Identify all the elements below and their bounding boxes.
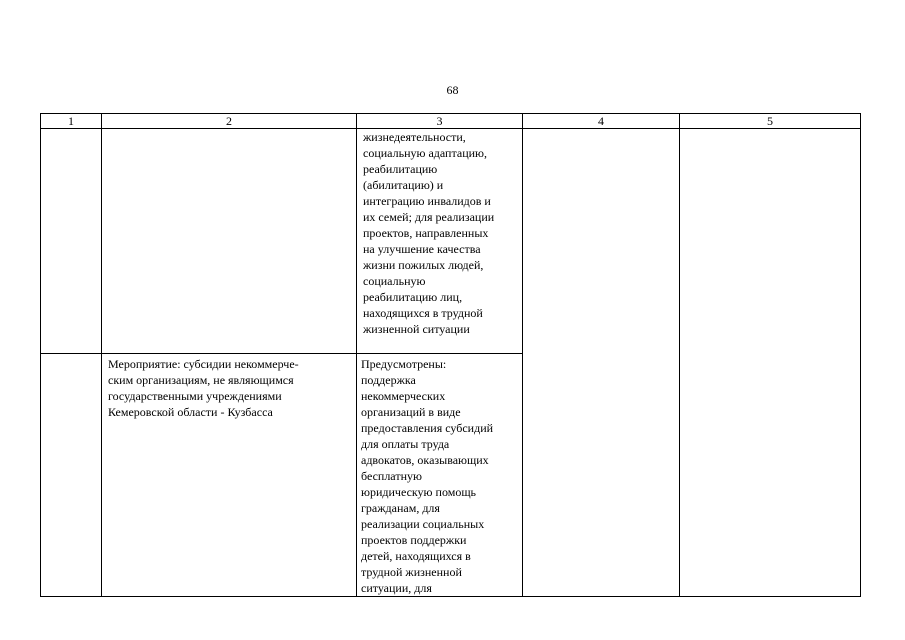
- header-col-5: 5: [680, 114, 861, 129]
- row1-col2-cell: [102, 129, 357, 354]
- header-col-4: 4: [523, 114, 680, 129]
- row2-col2-text: Мероприятие: субсидии некоммерче- ским организациям, не являющимся государственными учреждениями Кемеровской области - Кузбасса: [108, 357, 299, 419]
- header-col-2: 2: [102, 114, 357, 129]
- col5-merged-cell: [680, 129, 861, 597]
- row1-col2-text: [102, 129, 356, 131]
- row2-col3-cell: [357, 354, 523, 597]
- row2-col1-cell: [41, 354, 102, 597]
- col4-merged-cell: [523, 129, 680, 597]
- row1-col1-cell: [41, 129, 102, 354]
- row2-col3-text: Предусмотрены: поддержка некоммерческих организаций в виде предоставления субсидий для оплаты труда адвокатов, оказывающих бесплатную юридическую помощь гражданам, для реализации социальных проектов поддержки детей, находящихся в трудной жизненной ситуации, для: [361, 357, 494, 595]
- document-table: [40, 113, 861, 597]
- row1-col3-cell: [357, 129, 523, 354]
- table-header-row: [41, 114, 861, 129]
- header-col-1: 1: [41, 114, 102, 129]
- table-row: [41, 129, 861, 354]
- page-number: 68: [446, 83, 459, 97]
- row1-col3-text: жизнедеятельности, социальную адаптацию, реабилитацию (абилитацию) и интеграцию инвалидов и их семей; для реализации проектов, направленных на улучшение качества жизни пожилых людей, социальную реабилитацию лиц, находящихся в трудной жизненной ситуации: [363, 130, 495, 336]
- row2-col2-cell: [102, 354, 357, 597]
- header-col-3: 3: [357, 114, 523, 129]
